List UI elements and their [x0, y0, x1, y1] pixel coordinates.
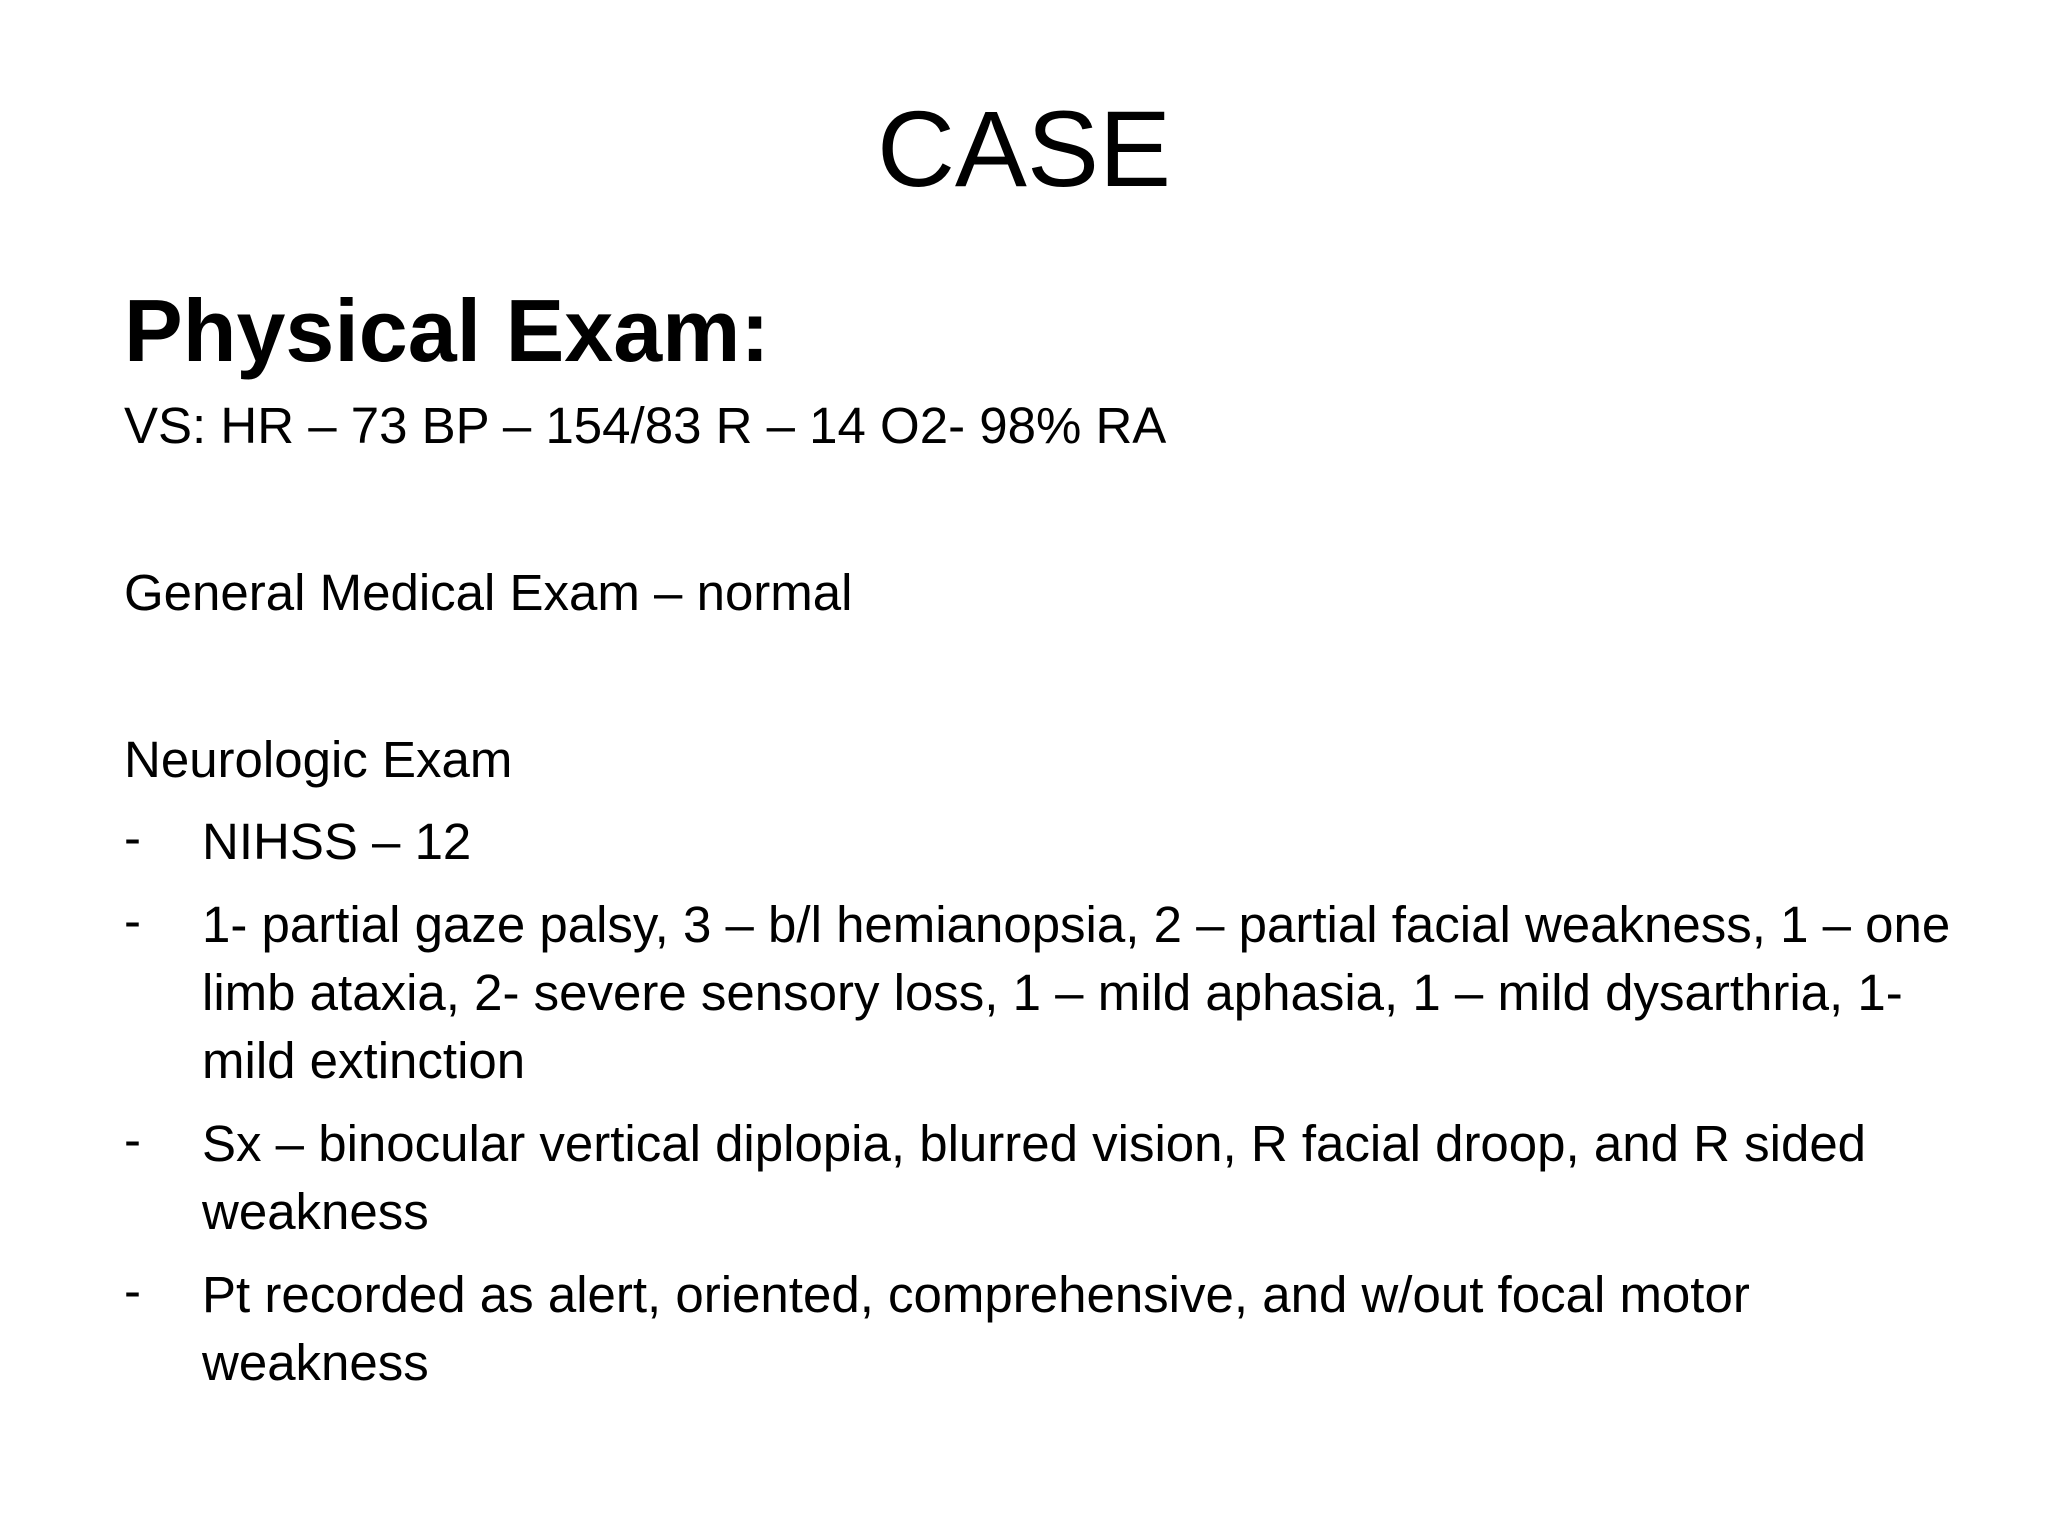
list-item — [124, 1110, 1974, 1246]
neuro-findings-list — [124, 808, 1964, 1397]
list-item-text: 1- partial gaze palsy, 3 – b/l hemianopsia, 2 – partial facial weakness, 1 – one limb ataxia, 2- severe sensory loss, 1 – mild aphasia, 1 – mild dysarthria, 1- mild extinction — [202, 896, 1951, 1089]
vital-signs: VS: HR – 73 BP – 154/83 R – 14 O2- 98% RA — [124, 397, 1167, 454]
list-item — [124, 891, 1974, 1095]
list-item-text: NIHSS – 12 — [202, 813, 472, 870]
bullet-dash: - — [124, 1262, 141, 1319]
list-item-text: Sx – binocular vertical diplopia, blurred vision, R facial droop, and R sided weakness — [202, 1115, 1867, 1240]
list-item — [124, 1261, 1974, 1397]
section-heading: Physical Exam: — [124, 281, 770, 380]
general-exam: General Medical Exam – normal — [124, 564, 853, 621]
list-item-text: Pt recorded as alert, oriented, comprehensive, and w/out focal motor weakness — [202, 1266, 1750, 1391]
neuro-exam-heading: Neurologic Exam — [124, 731, 513, 788]
bullet-dash: - — [124, 1111, 141, 1168]
list-item — [124, 808, 1974, 876]
bullet-dash: - — [124, 809, 141, 866]
bullet-dash: - — [124, 892, 141, 949]
slide-content — [124, 276, 1964, 1397]
slide-title: CASE — [876, 88, 1172, 209]
